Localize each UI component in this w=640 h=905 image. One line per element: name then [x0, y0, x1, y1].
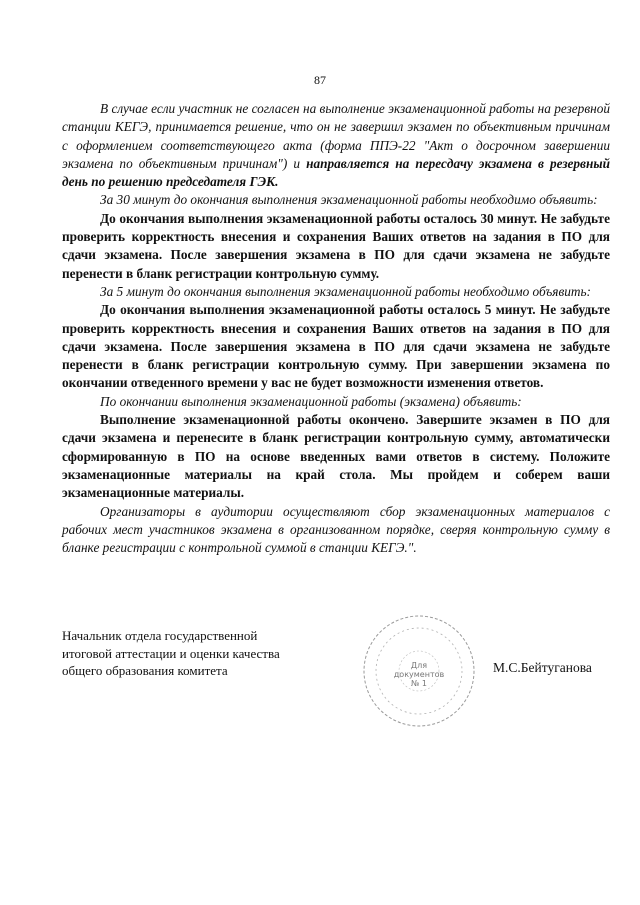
instruction-end: По окончании выполнения экзаменационной работы (экзамена) объявить: [100, 393, 522, 409]
paragraph-reserve-station-emphasis: направляется на пересдачу экзамена в резервный день по решению председателя ГЭК. [62, 155, 610, 190]
official-stamp [360, 612, 478, 730]
paragraph-reserve-station [62, 100, 610, 191]
svg-text:№ 1: № 1 [411, 679, 427, 688]
instruction-5-min: За 5 минут до окончания выполнения экзаменационной работы необходимо объявить: [100, 283, 591, 299]
paragraph-organizers: Организаторы в аудитории осуществляют сбор экзаменационных материалов с рабочих мест участников экзамена в организованном порядке, сверяя контрольную сумму в бланке регистрации с контрольной суммой в станции КЕГЭ.". [62, 503, 610, 556]
document-body [62, 100, 610, 557]
announcement-5-min: До окончания выполнения экзаменационной работы осталось 5 минут. Не забудьте проверить корректность внесения и сохранения Ваших ответов на задания в ПО для сдачи экзамена. После завершения экзамена в ПО для сдачи экзамена не забудьте перенести в бланк регистрации контрольную сумму. При завершении экзамена по окончании отведенного времени у вас не будет возможности изменения ответов. [62, 302, 610, 391]
signer-name: М.С.Бейтуганова [493, 660, 592, 675]
paragraph-reserve-station-text: В случае если участник не согласен на выполнение экзаменационной работы на резервной станции КЕГЭ, принимается решение, что он не завершил экзамен по объективным причинам с оформлением соответствующего акта (форма ППЭ-22 "Акт о досрочном завершении экзамена по объективным причинам") и [62, 101, 610, 171]
svg-text:документов: документов [393, 670, 445, 679]
signature-title [62, 627, 332, 680]
page-number: 87 [314, 73, 326, 87]
svg-text:Для: Для [410, 661, 428, 670]
signature-title-line: Начальник отдела государственной [62, 628, 258, 643]
signature-title-line: итоговой аттестации и оценки качества [62, 645, 280, 661]
instruction-30-min: За 30 минут до окончания выполнения экзаменационной работы необходимо объявить: [100, 192, 598, 208]
announcement-30-min: До окончания выполнения экзаменационной работы осталось 30 минут. Не забудьте проверить корректность внесения и сохранения Ваших ответов на задания в ПО для сдачи экзамена. После завершения экзамена в ПО для сдачи экзамена не забудьте перенести в бланк регистрации контрольную сумму. [62, 210, 610, 281]
signature-title-line: общего образования комитета [62, 663, 228, 678]
announcement-end: Выполнение экзаменационной работы окончено. Завершите экзамен в ПО для сдачи экзамена и перенесите в бланк регистрации контрольную сумму, автоматически сформированную в ПО на основе введенных вами ответов в систему. Положите экзаменационные материалы на край стола. Мы пройдем и соберем ваши экзаменационные материалы. [62, 412, 610, 501]
